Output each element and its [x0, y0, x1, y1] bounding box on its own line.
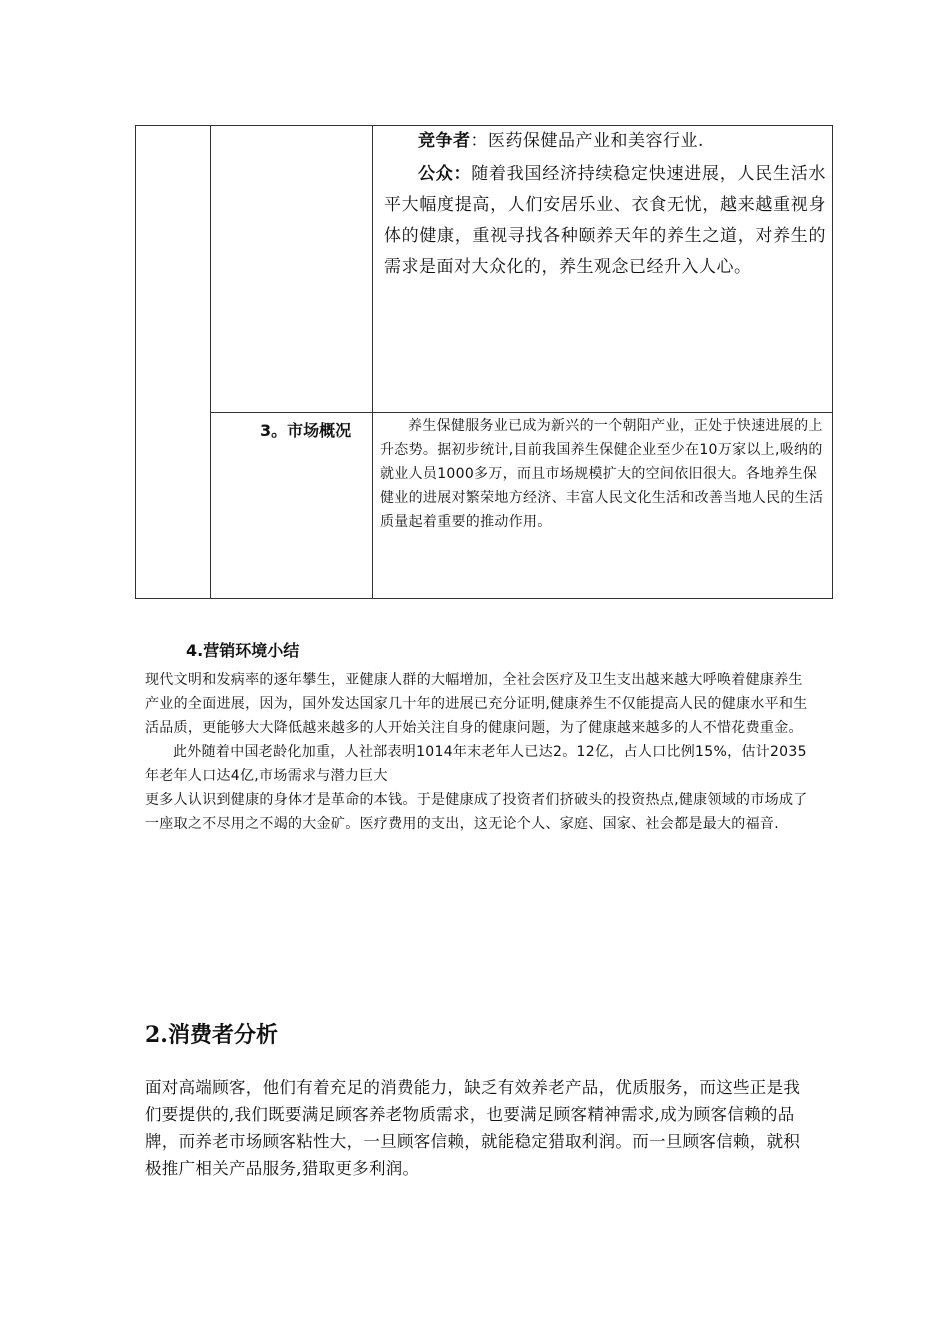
marketing-summary-title: 4.营销环境小结	[186, 641, 300, 660]
market-overview-label: 3。市场概况	[260, 421, 352, 440]
table-column-divider	[210, 126, 211, 598]
marketing-summary-body	[145, 668, 810, 836]
competitor-paragraph	[384, 126, 826, 157]
table-row-divider	[210, 412, 832, 413]
consumer-analysis-text: 面对高端顾客，他们有着充足的消费能力，缺乏有效养老产品，优质服务，而这些正是我们要提供的,我们既要满足顾客养老物质需求，也要满足顾客精神需求,成为顾客信赖的品牌，而养老市场顾客粘性大，一旦顾客信赖，就能稳定猎取利润。而一旦顾客信赖，就积极推广相关产品服务,猎取更多利润。	[145, 1078, 801, 1178]
public-paragraph	[384, 159, 826, 283]
competitor-label: 竞争者	[418, 131, 471, 151]
competitor-text: ：医药保健品产业和美容行业.	[470, 131, 704, 151]
summary-paragraph-1: 现代文明和发病率的逐年攀生，亚健康人群的大幅增加，全社会医疗及卫生支出越来越大呼唤着健康养生产业的全面进展，因为，国外发达国家几十年的进展已充分证明,健康养生不仅能提高人民的健康水平和生活品质，更能够大大降低越来越多的人开始关注自身的健康问题，为了健康越来越多的人不惜花费重金。	[145, 672, 808, 736]
summary-paragraph-3: 更多人认识到健康的身体才是革命的本钱。于是健康成了投资者们挤破头的投资热点,健康领域的市场成了一座取之不尽用之不竭的大金矿。医疗费用的支出，这无论个人、家庭、国家、社会都是最大的福音.	[145, 792, 808, 832]
market-overview-text: 养生保健服务业已成为新兴的一个朝阳产业，正处于快速进展的上升态势。据初步统计,目前我国养生保健企业至少在10万家以上,吸纳的就业人员1000多万，而且市场规模扩大的空间依旧很大。各地养生保健业的进展对繁荣地方经济、丰富人民文化生活和改善当地人民的生活质量起着重要的推动作用。	[380, 418, 824, 530]
consumer-analysis-heading: 2.消费者分析	[145, 1022, 278, 1048]
summary-paragraph-2: 此外随着中国老龄化加重，人社部表明1014年末老年人已达2。12亿，占人口比例15%，估计2035年老年人口达4亿,市场需求与潜力巨大	[145, 744, 807, 784]
table-column-divider	[372, 126, 373, 598]
public-text: 随着我国经济持续稳定快速进展，人民生活水平大幅度提高，人们安居乐业、衣食无忧，越来越重视身体的健康，重视寻找各种颐养天年的养生之道，对养生的需求是面对大众化的，养生观念已经升入人心。	[384, 164, 826, 277]
public-label: 公众：	[418, 164, 472, 184]
table-cell-stakeholders	[384, 126, 826, 283]
